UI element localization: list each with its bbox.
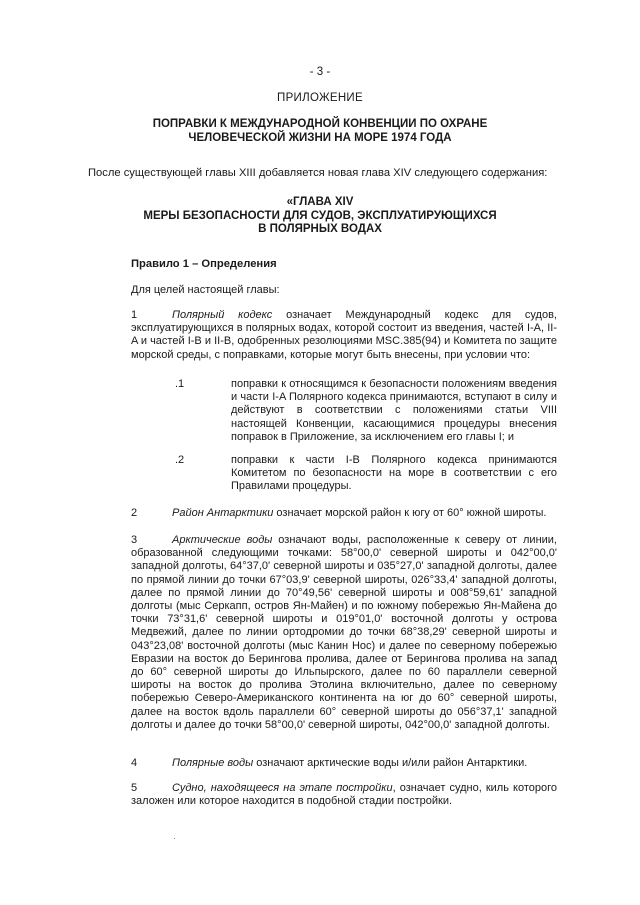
intro-text: После существующей главы XIII добавляется новая глава XIV следующего содержания: xyxy=(88,167,548,179)
definition-paragraph-4 xyxy=(131,757,557,770)
rule-heading: Правило 1 – Определения xyxy=(131,258,277,270)
definition-paragraph-3 xyxy=(131,534,557,732)
paragraph-number: 5 xyxy=(131,782,138,794)
definition-text: означает Международный кодекс для судов, эксплуатирующихся в полярных водах, которой состоит из введения, частей I-A, II-A и частей I-B и II-B, одобренных резолюциями MSC.385(94) и Комитета по защите морской среды, с поправками, которые могут быть внесены, при условии что: xyxy=(131,309,557,361)
page-number: - 3 - xyxy=(309,66,331,78)
paragraph-number: 4 xyxy=(131,757,138,769)
paragraph-number: 2 xyxy=(131,507,138,519)
appendix-label: ПРИЛОЖЕНИЕ xyxy=(277,92,363,104)
definition-text: , означает судно, киль которого заложен или которое находится в подобной стадии постройки. xyxy=(131,782,557,808)
defined-term: Полярный кодекс xyxy=(172,309,273,321)
definition-text: означают воды, расположенные к северу от линии, образованной следующими точками: 58°00,0' северной широты и 042°00,0' западной долготы, 64°37,0' северной широты и 035°27,0' западной долготы, далее по прямой линии до точки 67°03,9' северной широты, 026°33,4' западной долготы, далее по прямой линии до 70°49,56' северной широты и 008°59,61' западной долготы (мыс Серкапп, остров Ян-Майен) и по южному побережью Ян-Майена до точки 73°31,6' северной широты и 019°01,0' восточной долготы у острова Медвежий, далее по линии ортодромии до точки 68°38,29' северной широты и 043°23,08' восточной долготы (мыс Канин Нос) и далее по северному побережью Евразии на восток до Берингова пролива, далее от Берингова пролива на запад до 60° северной широты до Ильпырского, далее по 60 параллели северной широты на восток до пролива Этолина включительно, далее по северному побережью Северо-Американского континента на юг до 60° северной широты, далее на восток вдоль параллели 60° северной широты до 056°37,1' западной долготы и далее до точки 58°00,0' северной широты, 042°00,0' западной долготы. xyxy=(131,534,557,731)
chapter-heading xyxy=(0,196,640,237)
chapter-heading-line-3: В ПОЛЯРНЫХ ВОДАХ xyxy=(258,223,382,235)
defined-term: Полярные воды xyxy=(172,757,254,769)
subitem-1 xyxy=(175,378,557,444)
defined-term: Судно, находящееся на этапе постройки xyxy=(172,782,393,794)
definition-paragraph-5 xyxy=(131,782,557,808)
paragraph-number: 3 xyxy=(131,534,138,546)
chapter-heading-line-1: «ГЛАВА XIV xyxy=(286,196,354,208)
subitem-text: поправки к относящимся к безопасности положениям введения и части I-A Полярного кодекса принимаются, вступают в силу и действуют в соответствии с положениями статьи VIII настоящей Конвенции, касающимися процедуры внесения поправок в Приложение, за исключением его главы I; и xyxy=(231,378,557,443)
defined-term: Арктические воды xyxy=(172,534,273,546)
subitem-number: .1 xyxy=(175,378,185,390)
defined-term: Район Антарктики xyxy=(172,507,274,519)
chapter-heading-line-2: МЕРЫ БЕЗОПАСНОСТИ ДЛЯ СУДОВ, ЭКСПЛУАТИРУЮЩИХСЯ xyxy=(143,209,497,222)
document-title-line-1: ПОПРАВКИ К МЕЖДУНАРОДНОЙ КОНВЕНЦИИ ПО ОХРАНЕ xyxy=(152,118,488,130)
subitem-text: поправки к части I-B Полярного кодекса принимаются Комитетом по безопасности на море в соответствии с его Правилами процедуры. xyxy=(231,454,557,493)
definition-paragraph-1 xyxy=(131,309,557,362)
subitem-2 xyxy=(175,454,557,494)
definition-paragraph-2 xyxy=(131,507,557,520)
document-title xyxy=(0,117,640,145)
document-title-line-2: ЧЕЛОВЕЧЕСКОЙ ЖИЗНИ НА МОРЕ 1974 ГОДА xyxy=(188,132,452,144)
definition-text: означает морской район к югу от 60° южной широты. xyxy=(273,507,547,519)
subitem-number: .2 xyxy=(175,454,185,466)
purpose-text: Для целей настоящей главы: xyxy=(131,284,280,296)
definition-text: означают арктические воды и/или район Антарктики. xyxy=(253,757,528,769)
scan-speck xyxy=(174,838,175,839)
paragraph-number: 1 xyxy=(131,309,138,321)
